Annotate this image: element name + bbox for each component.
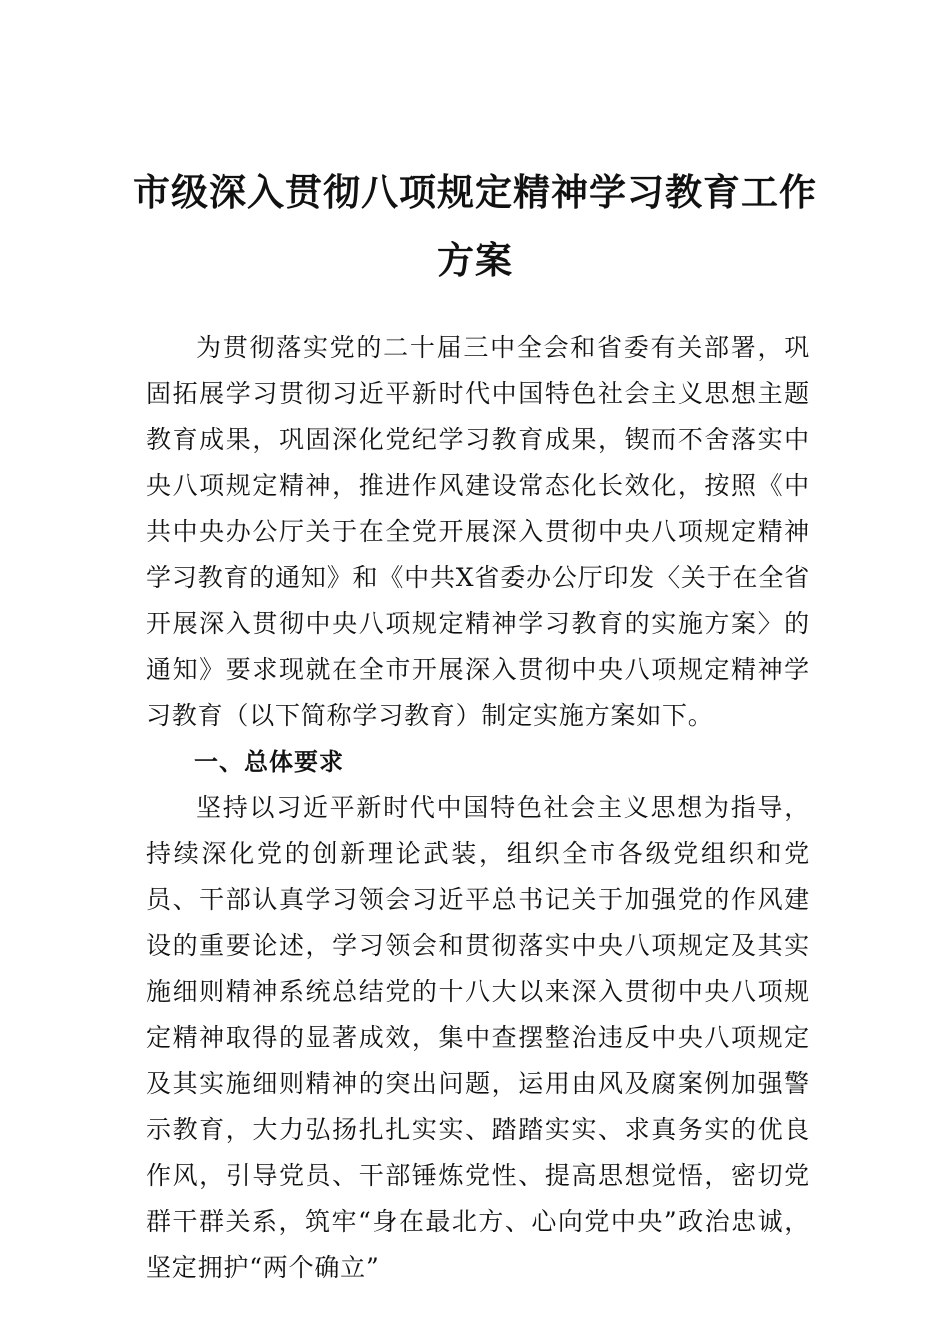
title-line-1: 市级深入贯彻八项规定精神学习教育工作 (133, 170, 817, 214)
document-title (120, 158, 830, 294)
section-paragraph: 坚持以习近平新时代中国特色社会主义思想为指导，持续深化党的创新理论武装，组织全市各级党组织和党员、干部认真学习领会习近平总书记关于加强党的作风建设的重要论述，学习领会和贯彻落实中央八项规定及其实施细则精神系统总结党的十八大以来深入贯彻中央八项规定精神取得的显著成效，集中查摆整治违反中央八项规定及其实施细则精神的突出问题，运用由风及腐案例加强警示教育，大力弘扬扎扎实实、踏踏实实、求真务实的优良作风，引导党员、干部锤炼党性、提高思想觉悟，密切党群干群关系，筑牢“身在最北方、心向党中央”政治忠诚，坚定拥护“两个确立” (146, 793, 810, 1282)
title-line-2: 方案 (437, 238, 513, 282)
intro-paragraph: 为贯彻落实党的二十届三中全会和省委有关部署，巩固拓展学习贯彻习近平新时代中国特色社会主义思想主题教育成果，巩固深化党纪学习教育成果，锲而不舍落实中央八项规定精神，推进作风建设常态化长效化，按照《中共中央办公厅关于在全党开展深入贯彻中央八项规定精神学习教育的通知》和《中共X省委办公厅印发〈关于在全省开展深入贯彻中央八项规定精神学习教育的实施方案〉的通知》要求现就在全市开展深入贯彻中央八项规定精神学习教育（以下简称学习教育）制定实施方案如下。 (146, 333, 810, 730)
section-heading-general-requirements: 一、总体要求 (194, 748, 344, 776)
document-body (146, 325, 810, 1291)
